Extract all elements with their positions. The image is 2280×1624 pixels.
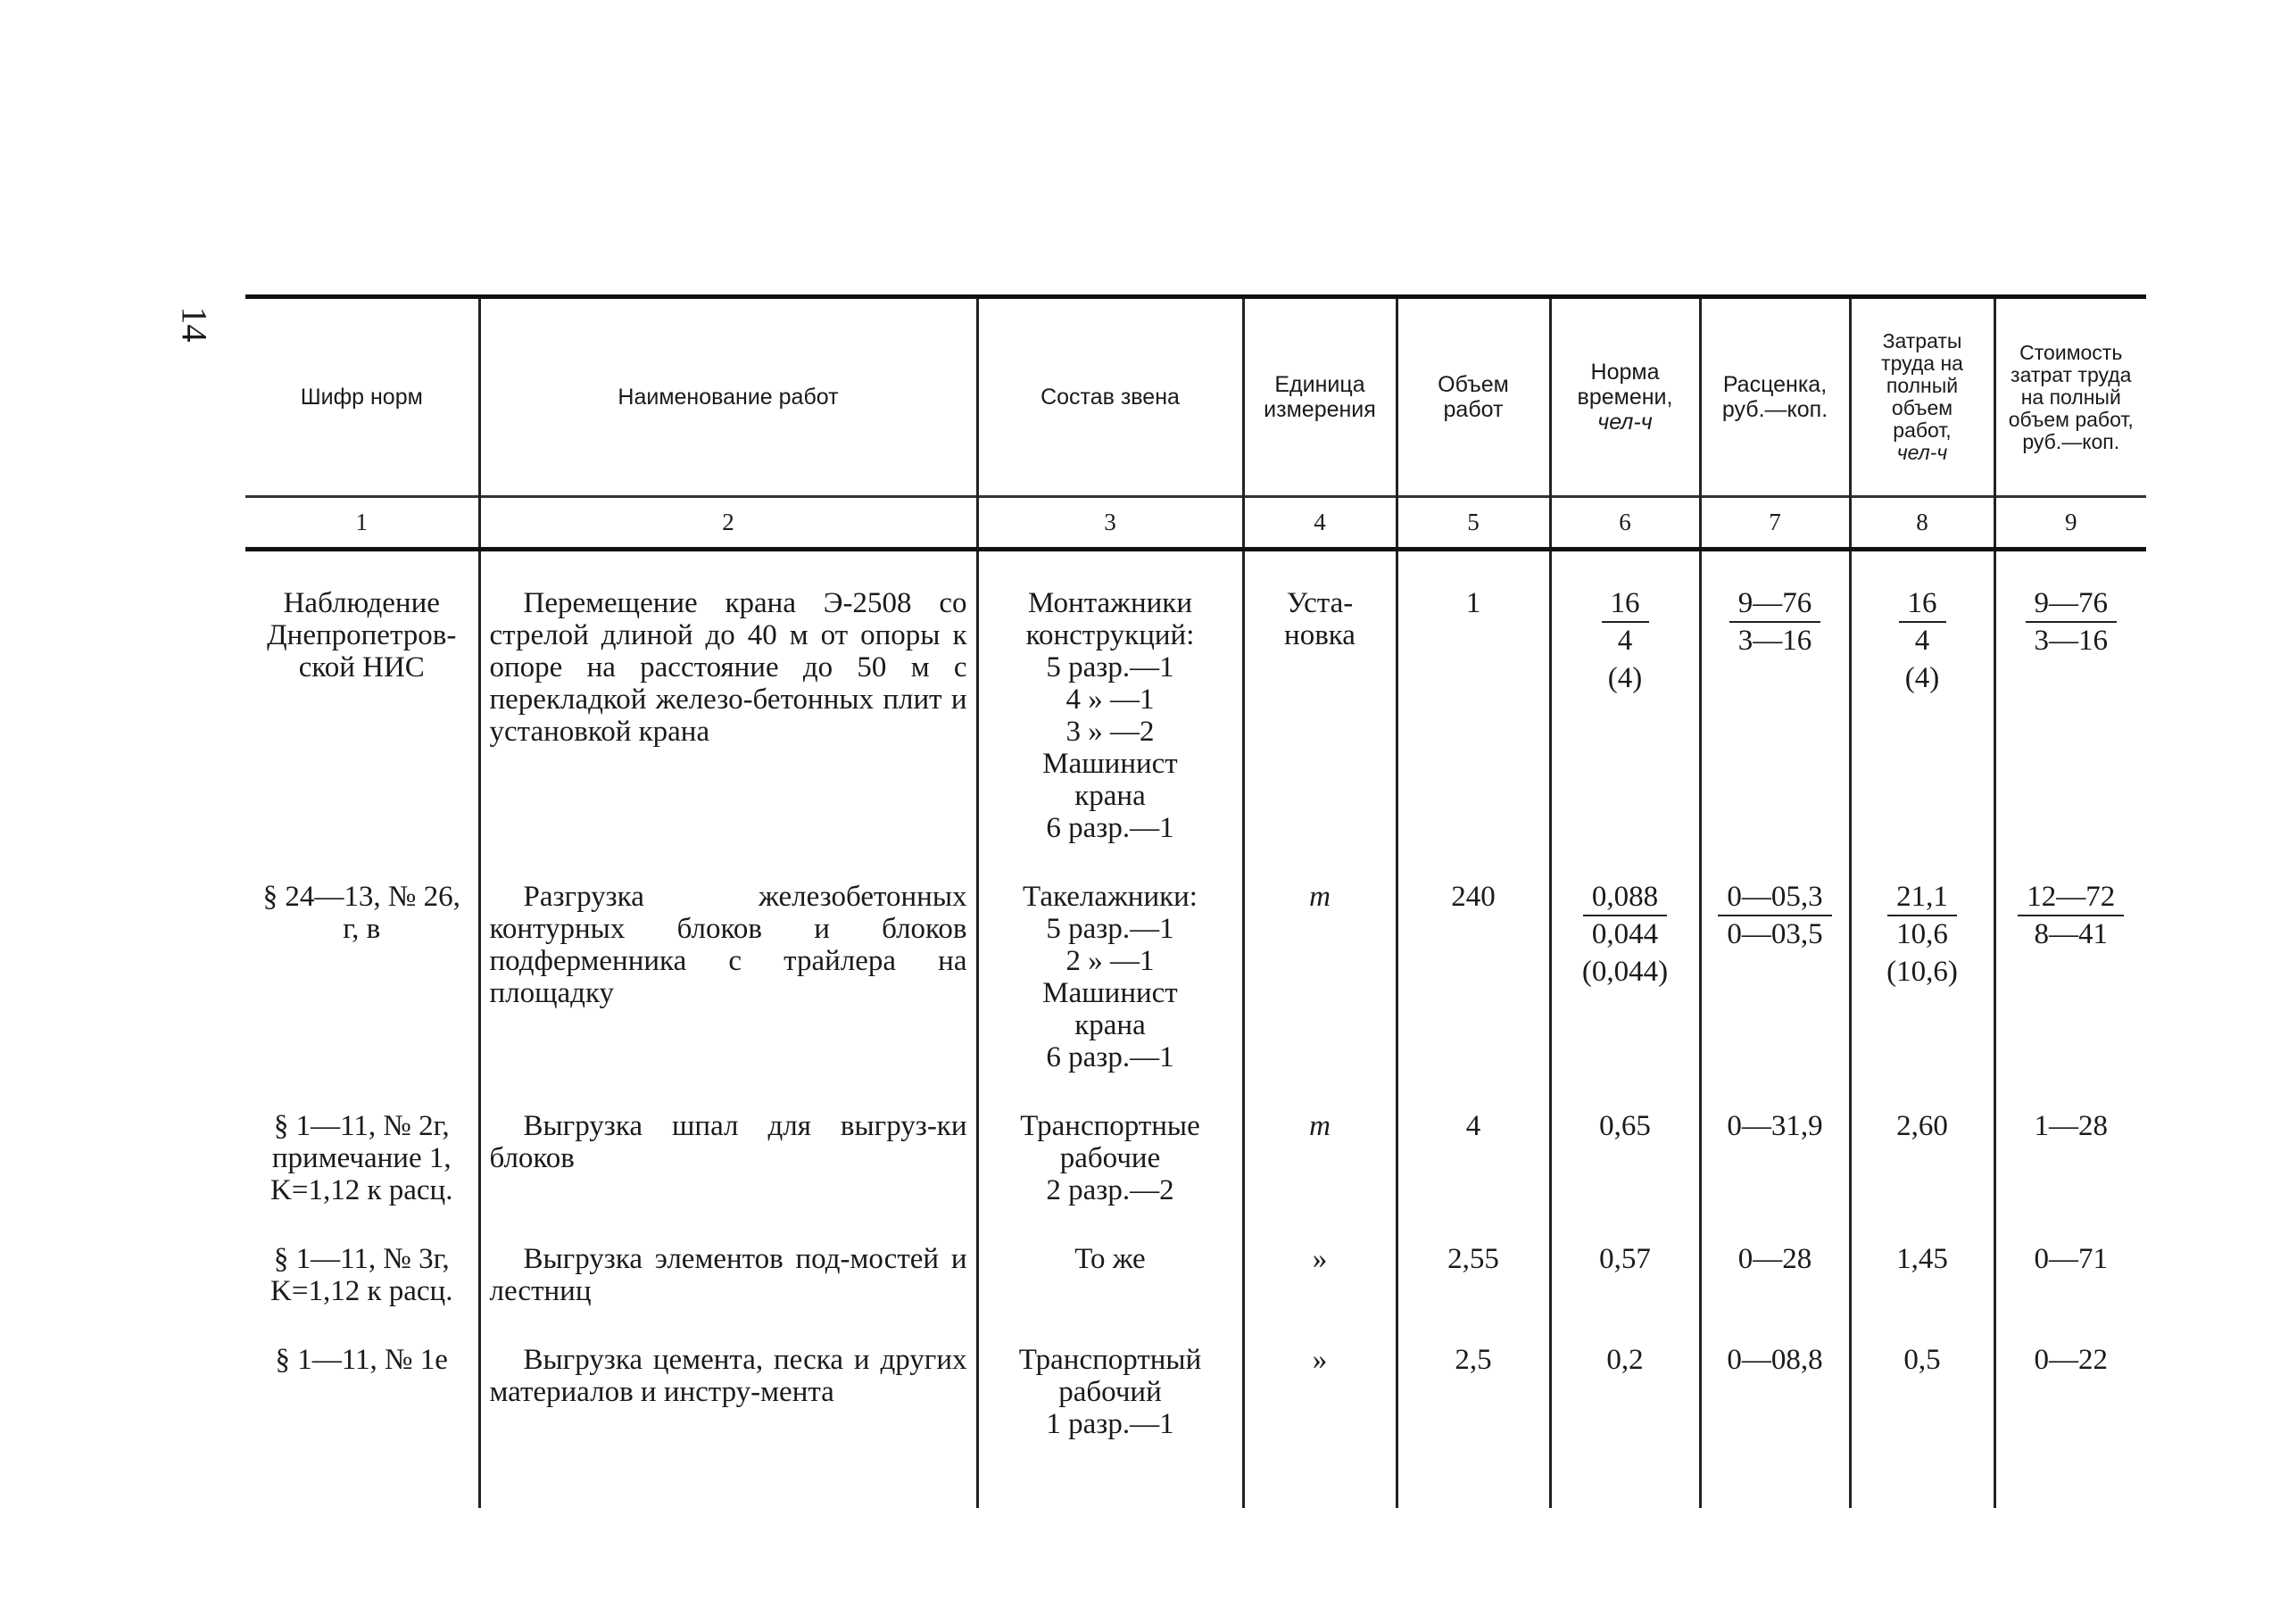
bracket-value: (10,6) <box>1886 956 1958 988</box>
rate: 0—28 <box>1700 1212 1850 1313</box>
crew-line: крана <box>1074 1009 1146 1041</box>
work-name: Выгрузка элементов под-мостей и лестниц <box>479 1212 977 1313</box>
numerator: 21,1 <box>1887 881 1957 916</box>
volume: 4 <box>1397 1079 1550 1212</box>
norms-table <box>245 294 2146 1508</box>
crew <box>977 1313 1243 1446</box>
column-number: 3 <box>977 497 1243 550</box>
crew <box>977 1212 1243 1313</box>
crew-line: Машинист <box>1042 748 1178 780</box>
norm-code: § 1—11, № 3г, K=1,12 к расц. <box>270 1243 453 1307</box>
crew-line: 1 разр.—1 <box>1046 1408 1174 1440</box>
fraction <box>1899 587 1946 657</box>
norm-code: § 24—13, № 26, г, в <box>262 881 460 945</box>
header-labor-unit: чел-ч <box>1896 441 1948 464</box>
header-time-norm <box>1550 297 1700 497</box>
cost <box>1994 849 2146 1079</box>
denominator: 3—16 <box>1737 625 1812 657</box>
table-row <box>245 1079 2146 1212</box>
column-number: 4 <box>1243 497 1397 550</box>
rate <box>1700 550 1850 850</box>
fraction <box>1583 881 1667 950</box>
norm-code: § 1—11, № 1е <box>275 1344 448 1376</box>
cost: 0—71 <box>1994 1212 2146 1313</box>
header-rate: Расценка, руб.—коп. <box>1700 297 1850 497</box>
crew-line: Такелажники: <box>1023 881 1198 913</box>
table-row <box>245 550 2146 850</box>
work-name: Разгрузка железобетонных контурных блоков и блоков подферменника с трайлера на площадку <box>479 849 977 1079</box>
crew-line: 4 » —1 <box>1065 684 1155 716</box>
time-norm <box>1550 849 1700 1079</box>
table-row <box>245 1313 2146 1446</box>
header-labor <box>1850 297 1994 497</box>
cost: 1—28 <box>1994 1079 2146 1212</box>
table-tail <box>245 1446 2146 1508</box>
volume: 2,55 <box>1397 1212 1550 1313</box>
crew-line: 5 разр.—1 <box>1046 913 1174 945</box>
header-volume: Объем работ <box>1397 297 1550 497</box>
bracket-value: (0,044) <box>1581 956 1669 988</box>
norm-code: § 1—11, № 2г, примечание 1, K=1,12 к расц. <box>270 1110 453 1206</box>
crew-line: 6 разр.—1 <box>1046 812 1174 844</box>
volume: 2,5 <box>1397 1313 1550 1446</box>
header-crew: Состав звена <box>977 297 1243 497</box>
crew-line: 3 » —2 <box>1065 716 1155 748</box>
labor: 1,45 <box>1850 1212 1994 1313</box>
crew-line: То же <box>1074 1243 1146 1275</box>
fraction <box>2018 881 2124 950</box>
time-norm <box>1550 550 1700 850</box>
fraction <box>1887 881 1957 950</box>
crew-line: Транспортные <box>1020 1110 1200 1142</box>
crew-line: крана <box>1074 780 1146 812</box>
crew-line: рабочие <box>1059 1142 1161 1174</box>
crew-line: конструкций: <box>1025 619 1195 651</box>
crew-line: 6 разр.—1 <box>1046 1041 1174 1073</box>
numerator: 0—05,3 <box>1718 881 1831 916</box>
fraction <box>1729 587 1821 657</box>
page-number: 14 <box>174 306 215 343</box>
crew-line: Транспортный <box>1018 1344 1202 1376</box>
column-number: 7 <box>1700 497 1850 550</box>
crew-line: 2 » —1 <box>1065 945 1155 977</box>
crew-line: 2 разр.—2 <box>1046 1174 1174 1206</box>
work-name: Выгрузка цемента, песка и других материалов и инстру-мента <box>479 1313 977 1446</box>
volume: 1 <box>1397 550 1550 850</box>
denominator: 4 <box>1617 625 1633 657</box>
crew <box>977 1079 1243 1212</box>
header-row <box>245 297 2146 497</box>
column-number: 1 <box>245 497 479 550</box>
header-cost: Стоимость затрат труда на полный объем работ, руб.—коп. <box>1994 297 2146 497</box>
crew <box>977 550 1243 850</box>
denominator: 4 <box>1914 625 1930 657</box>
time-norm: 0,57 <box>1550 1212 1700 1313</box>
bracket-value: (4) <box>1607 662 1643 694</box>
cost <box>1994 550 2146 850</box>
rate: 0—31,9 <box>1700 1079 1850 1212</box>
labor: 0,5 <box>1850 1313 1994 1446</box>
unit: Уста-новка <box>1243 550 1397 850</box>
denominator: 0—03,5 <box>1727 918 1823 950</box>
header-code: Шифр норм <box>245 297 479 497</box>
time-norm: 0,2 <box>1550 1313 1700 1446</box>
numerator: 16 <box>1602 587 1649 623</box>
fraction <box>1602 587 1649 657</box>
crew-line: 5 разр.—1 <box>1046 651 1174 684</box>
header-work-name: Наименование работ <box>479 297 977 497</box>
bracket-value: (4) <box>1904 662 1940 694</box>
labor <box>1850 550 1994 850</box>
crew-line: Машинист <box>1042 977 1178 1009</box>
numerator: 9—76 <box>1729 587 1821 623</box>
rate <box>1700 849 1850 1079</box>
column-number: 8 <box>1850 497 1994 550</box>
crew-line: рабочий <box>1058 1376 1162 1408</box>
header-time-norm-unit: чел-ч <box>1597 410 1653 435</box>
work-name: Выгрузка шпал для выгруз-ки блоков <box>479 1079 977 1212</box>
denominator: 10,6 <box>1896 918 1948 950</box>
numerator: 0,088 <box>1583 881 1667 916</box>
volume: 240 <box>1397 849 1550 1079</box>
time-norm: 0,65 <box>1550 1079 1700 1212</box>
work-name: Перемещение крана Э-2508 со стрелой длиной до 40 м от опоры к опоре на расстояние до 50 м с перекладкой железо-бетонных плит и установкой крана <box>479 550 977 850</box>
numerator: 16 <box>1899 587 1946 623</box>
denominator: 8—41 <box>2034 918 2108 950</box>
table-row <box>245 1212 2146 1313</box>
fraction <box>1718 881 1831 950</box>
column-number: 5 <box>1397 497 1550 550</box>
header-time-norm-text: Норма времени, <box>1577 360 1673 410</box>
denominator: 0,044 <box>1591 918 1659 950</box>
unit: т <box>1243 849 1397 1079</box>
denominator: 3—16 <box>2034 625 2108 657</box>
labor <box>1850 849 1994 1079</box>
crew <box>977 849 1243 1079</box>
unit: » <box>1243 1313 1397 1446</box>
header-labor-text: Затраты труда на полный объем работ, <box>1881 329 1963 442</box>
column-number: 2 <box>479 497 977 550</box>
unit: т <box>1243 1079 1397 1212</box>
cost: 0—22 <box>1994 1313 2146 1446</box>
numerator: 9—76 <box>2026 587 2118 623</box>
rate: 0—08,8 <box>1700 1313 1850 1446</box>
table-row <box>245 849 2146 1079</box>
norm-code: Наблюдение Днепропетров-ской НИС <box>267 587 457 684</box>
unit: » <box>1243 1212 1397 1313</box>
column-number: 9 <box>1994 497 2146 550</box>
fraction <box>2026 587 2118 657</box>
header-unit: Единица измерения <box>1243 297 1397 497</box>
column-number: 6 <box>1550 497 1700 550</box>
numerator: 12—72 <box>2018 881 2124 916</box>
labor: 2,60 <box>1850 1079 1994 1212</box>
column-numbers-row <box>245 497 2146 550</box>
crew-line: Монтажники <box>1028 587 1192 619</box>
